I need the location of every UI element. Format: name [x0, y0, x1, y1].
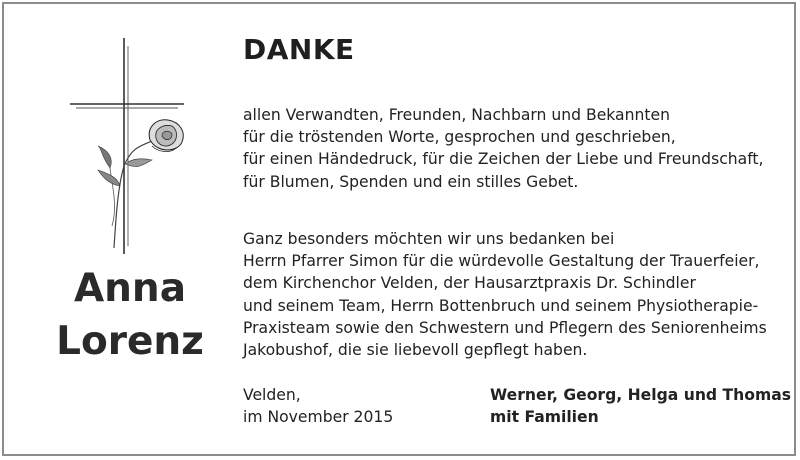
signatory-families: mit Familien: [490, 408, 599, 427]
text-line: Jakobushof, die sie liebevoll gepflegt haben.: [243, 341, 588, 360]
cross-with-rose-icon: [62, 36, 202, 256]
place-line: Velden,: [243, 386, 301, 404]
special-thanks-paragraph: [243, 228, 767, 361]
signatory-names: Werner, Georg, Helga und Thomas: [490, 386, 792, 404]
text-line: allen Verwandten, Freunden, Nachbarn und Bekannten: [243, 106, 670, 124]
signatories: [490, 384, 791, 428]
text-line: für die tröstenden Worte, gesprochen und geschrieben,: [243, 128, 676, 147]
text-line: dem Kirchenchor Velden, der Hausarztpraxis Dr. Schindler: [243, 274, 696, 293]
text-line: und seinem Team, Herrn Bottenbruch und seinem Physiotherapie-: [243, 296, 759, 315]
text-line: für einen Händedruck, für die Zeichen der Liebe und Freundschaft,: [243, 150, 764, 169]
text-line: Praxisteam sowie den Schwestern und Pflegern des Seniorenheims: [243, 318, 767, 337]
date-line: im November 2015: [243, 408, 394, 427]
place-and-date: [243, 384, 393, 428]
deceased-last-name: Lorenz: [56, 319, 204, 364]
text-line: Herrn Pfarrer Simon für die würdevolle Gestaltung der Trauerfeier,: [243, 252, 760, 271]
text-line: für Blumen, Spenden und ein stilles Gebet.: [243, 172, 579, 191]
deceased-first-name: Anna: [73, 266, 187, 311]
text-line: Ganz besonders möchten wir uns bedanken bei: [243, 230, 615, 248]
thanks-paragraph: [243, 104, 764, 193]
notice-heading: DANKE: [243, 33, 355, 66]
